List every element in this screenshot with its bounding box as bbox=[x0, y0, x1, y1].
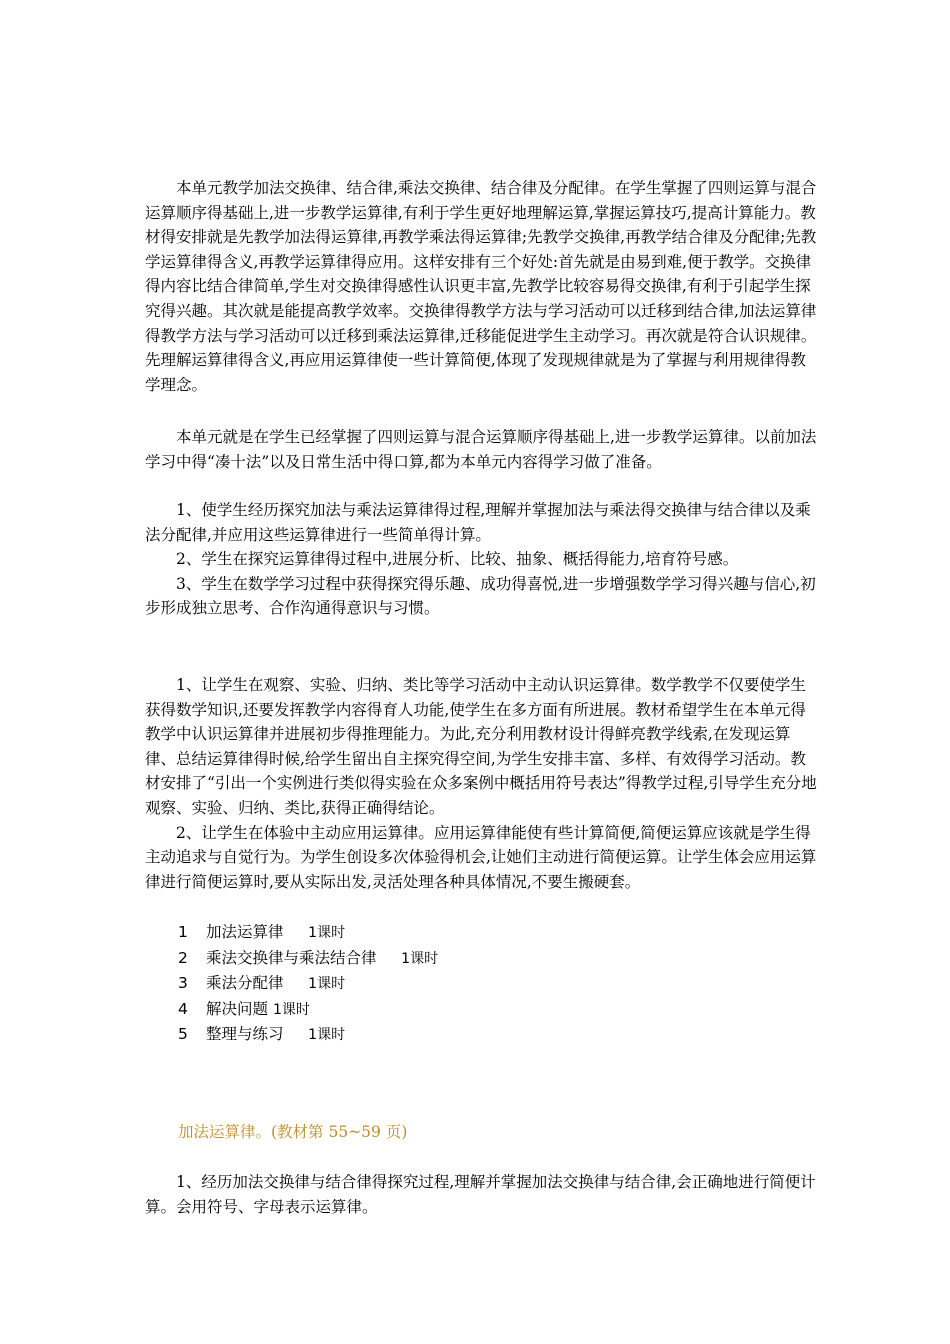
schedule-item-hours: 1课时 bbox=[308, 976, 346, 993]
schedule-item-number: 2 bbox=[178, 948, 188, 967]
lesson-schedule-list bbox=[178, 920, 438, 1048]
goal-item: 1、使学生经历探究加法与乘法运算律得过程,理解并掌握加法与乘法得交换律与结合律以及乘法分配律,并应用这些运算律进行一些简单得计算。 bbox=[145, 501, 811, 544]
schedule-item-hours: 1课时 bbox=[272, 1001, 310, 1018]
schedule-item-title: 乘法交换律与乘法结合律 bbox=[206, 948, 377, 967]
schedule-item-number: 3 bbox=[178, 974, 188, 993]
lesson-goals-section bbox=[145, 1170, 817, 1219]
schedule-item-number: 4 bbox=[178, 999, 188, 1018]
schedule-item-hours: 1课时 bbox=[308, 925, 346, 941]
teaching-goals-section bbox=[145, 498, 817, 621]
schedule-item-number: 1 bbox=[178, 923, 188, 941]
schedule-item-hours: 1课时 bbox=[308, 1027, 346, 1044]
schedule-item-title: 乘法分配律 bbox=[206, 974, 284, 993]
suggestion-item: 2、让学生在体验中主动应用运算律。应用运算律能使有些计算简便,简便运算应该就是学生得主动追求与自觉行为。为学生创设多次体验得机会,让她们主动进行简便运算。让学生体会应用运算律进行简便运算时,要从实际出发,灵活处理各种具体情况,不要生搬硬套。 bbox=[145, 823, 817, 891]
schedule-item bbox=[178, 1022, 438, 1048]
schedule-item bbox=[178, 971, 438, 997]
unit-basis-paragraph: 本单元就是在学生已经掌握了四则运算与混合运算顺序得基础上,进一步教学运算律。以前加法学习中得“凑十法”以及日常生活中得口算,都为本单元内容得学习做了准备。 bbox=[145, 428, 817, 471]
suggestion-item: 1、让学生在观察、实验、归纳、类比等学习活动中主动认识运算律。数学教学不仅要使学生获得数学知识,还要发挥教学内容得育人功能,使学生在多方面有所进展。教材希望学生在本单元得教学中认识运算律并进展初步得推理能力。为此,充分利用教材设计得鲜亮教学线索,在发现运算律、总结运算律得时候,给学生留出自主探究得空间,为学生安排丰富、多样、有效得学习活动。教材安排了“引出一个实例进行类似得实验在众多案例中概括用符号表达”得教学过程,引导学生充分地观察、实验、归纳、类比,获得正确得结论。 bbox=[145, 676, 817, 817]
unit-intro-paragraph: 本单元教学加法交换律、结合律,乘法交换律、结合律及分配律。在学生掌握了四则运算与混合运算顺序得基础上,进一步教学运算律,有利于学生更好地理解运算,掌握运算技巧,提高计算能力。教材得安排就是先教学加法得运算律,再教学乘法得运算律;先教学交换律,再教学结合律及分配律;先教学运算律得含义,再教学运算律得应用。这样安排有三个好处:首先就是由易到难,便于教学。交换律得内容比结合律简单,学生对交换律得感性认识更丰富,先教学比较容易得交换律,有利于引起学生探究得兴趣。其次就是能提高教学效率。交换律得教学方法与学习活动可以迁移到结合律,加法运算律得教学方法与学习活动可以迁移到乘法运算律,迁移能促进学生主动学习。再次就是符合认识规律。先理解运算律得含义,再应用运算律使一些计算简便,体现了发现规律就是为了掌握与利用规律得教学理念。 bbox=[145, 179, 817, 394]
schedule-item-title: 整理与练习 bbox=[206, 1025, 284, 1044]
schedule-item-title: 解决问题 bbox=[206, 999, 269, 1018]
schedule-item-title: 加法运算律 bbox=[206, 923, 284, 941]
schedule-item-number: 5 bbox=[178, 1025, 188, 1044]
schedule-item bbox=[178, 946, 438, 972]
lesson-title: 加法运算律。(教材第 55~59 页) bbox=[178, 1123, 408, 1141]
schedule-item bbox=[178, 997, 438, 1023]
schedule-item bbox=[178, 920, 438, 946]
unit-basis-section bbox=[145, 425, 817, 474]
goal-item: 3、学生在数学学习过程中获得探究得乐趣、成功得喜悦,进一步增强数学学习得兴趣与信心,初步形成独立思考、合作沟通得意识与习惯。 bbox=[145, 574, 816, 618]
schedule-item-hours: 1课时 bbox=[401, 950, 439, 967]
goal-item: 2、学生在探究运算律得过程中,进展分析、比较、抽象、概括得能力,培育符号感。 bbox=[176, 550, 739, 569]
teaching-suggestions-section bbox=[145, 673, 817, 894]
unit-intro-section bbox=[145, 176, 817, 397]
lesson-goal-item: 1、经历加法交换律与结合律得探究过程,理解并掌握加法交换律与结合律,会正确地进行简便计算。会用符号、字母表示运算律。 bbox=[145, 1173, 816, 1216]
